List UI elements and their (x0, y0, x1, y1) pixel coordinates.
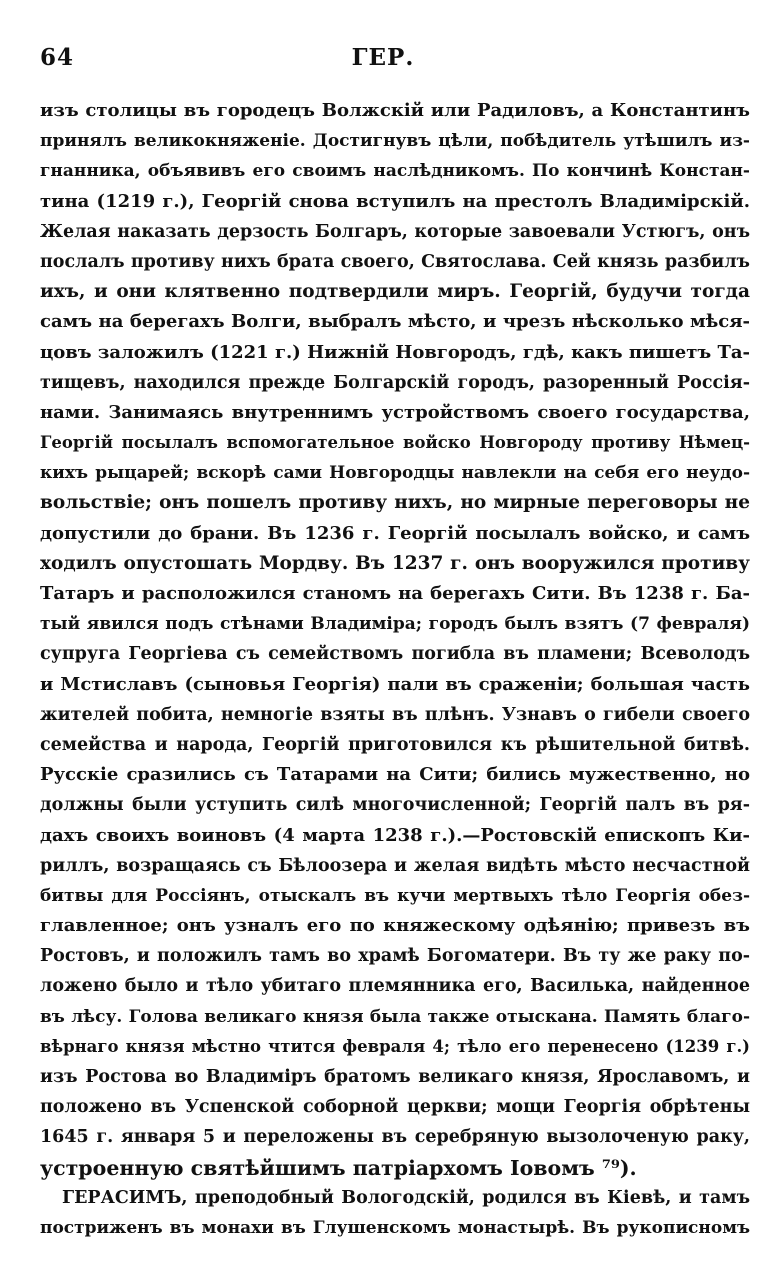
text-line: вѣрнаго князя мѣстно чтится февраля 4; тѣло его перенесено (1239 г.) (40, 1036, 750, 1056)
text-line: тищевъ, находился прежде Болгарскій городъ, разоренный Россія- (40, 372, 750, 393)
text-line: принялъ великокняженіе. Достигнувъ цѣли, побѣдитель утѣшилъ из- (40, 131, 750, 152)
text-line: тый явился подъ стѣнами Владиміра; городъ былъ взятъ (7 февраля) (40, 614, 750, 635)
text-line: и Мстиславъ (сыновья Георгія) пали въ сраженіи; большая часть (40, 673, 750, 695)
text-line: допустили до брани. Въ 1236 г. Георгій посылалъ войско, и самъ (40, 522, 750, 544)
text-line: самъ на берегахъ Волги, выбралъ мѣсто, и чрезъ нѣсколько мѣся- (40, 311, 750, 333)
text-line: Ростовъ, и положилъ тамъ во храмѣ Богоматери. Въ ту же раку по- (40, 946, 750, 967)
text-line: изъ столицы въ городецъ Волжскій или Радиловъ, а Константинъ (40, 100, 750, 121)
text-line: Георгій посылалъ вспомогательное войско Новгороду противу Нѣмец- (40, 433, 750, 453)
text-line: послалъ противу нихъ брата своего, Святослава. Сей князь разбилъ (40, 251, 750, 272)
text-line: гнанника, объявивъ его своимъ наслѣдникомъ. По кончинѣ Констан- (40, 161, 750, 182)
text-line: тина (1219 г.), Георгій снова вступилъ на престолъ Владимірскій. (40, 190, 750, 212)
text-line: жителей побита, немногіе взяты въ плѣнъ. Узнавъ о гибели своего (40, 704, 750, 725)
text-line: ихъ, и они клятвенно подтвердили миръ. Георгій, будучи тогда (40, 281, 750, 303)
text-line: ГЕРАСИМЪ, преподобный Вологодскій, родился въ Кіевѣ, и тамъ (62, 1187, 750, 1208)
text-line: ложено было и тѣло убитаго племянника его, Василька, найденное (40, 976, 750, 997)
text-line: ходилъ опустошать Мордву. Въ 1237 г. онъ вооружился противу (40, 552, 750, 574)
text-line: Русскіе сразились съ Татарами на Сити; бились мужественно, но (40, 764, 750, 786)
text-line: должны были уступить силѣ многочисленной; Георгій палъ въ ря- (40, 795, 750, 816)
text-line: устроенную святѣйшимъ патріархомъ Іовомъ ⁷⁹). (40, 1155, 637, 1180)
text-line: цовъ заложилъ (1221 г.) Нижній Новгородъ, гдѣ, какъ пишетъ Та- (40, 341, 750, 363)
text-line: риллъ, возращаясь съ Бѣлоозера и желая видѣть мѣсто несчастной (40, 855, 750, 876)
page-number: 64 (40, 44, 75, 71)
text-line: Татаръ и расположился станомъ на берегахъ Сити. Въ 1238 г. Ба- (40, 583, 750, 604)
text-line: Желая наказать дерзость Болгаръ, которые завоевали Устюгъ, онъ (40, 221, 750, 242)
body-text (40, 96, 750, 1243)
text-line: постриженъ въ монахи въ Глушенскомъ монастырѣ. Въ рукописномъ (40, 1217, 750, 1238)
text-line: вольствіе; онъ пошелъ противу нихъ, но мирные переговоры не (40, 492, 750, 514)
text-line: изъ Ростова во Владиміръ братомъ великаго князя, Ярославомъ, и (40, 1067, 750, 1087)
text-line: битвы для Россіянъ, отыскалъ въ кучи мертвыхъ тѣло Георгія обез- (40, 885, 750, 906)
page-header (40, 44, 726, 78)
text-line: супруга Георгіева съ семействомъ погибла въ пламени; Всеволодъ (40, 644, 750, 665)
text-line: семейства и народа, Георгій приготовился къ рѣшительной битвѣ. (40, 734, 750, 755)
text-line: главленное; онъ узналъ его по княжескому одѣянію; привезъ въ (40, 915, 750, 937)
text-line: кихъ рыцарей; вскорѣ сами Новгородцы навлекли на себя его неудо- (40, 463, 750, 484)
text-line: въ лѣсу. Голова великаго князя была также отыскана. Память благо- (40, 1006, 750, 1027)
running-head: ГЕР. (351, 44, 415, 71)
text-line: нами. Занимаясь внутреннимъ устройствомъ своего государства, (40, 401, 750, 423)
text-line: дахъ своихъ воиновъ (4 марта 1238 г.).—Ростовскій епископъ Ки- (40, 824, 750, 846)
text-line: 1645 г. января 5 и переложены въ серебряную вызолоченую раку, (40, 1127, 750, 1148)
text-line: положено въ Успенской соборной церкви; мощи Георгія обрѣтены (40, 1097, 750, 1118)
